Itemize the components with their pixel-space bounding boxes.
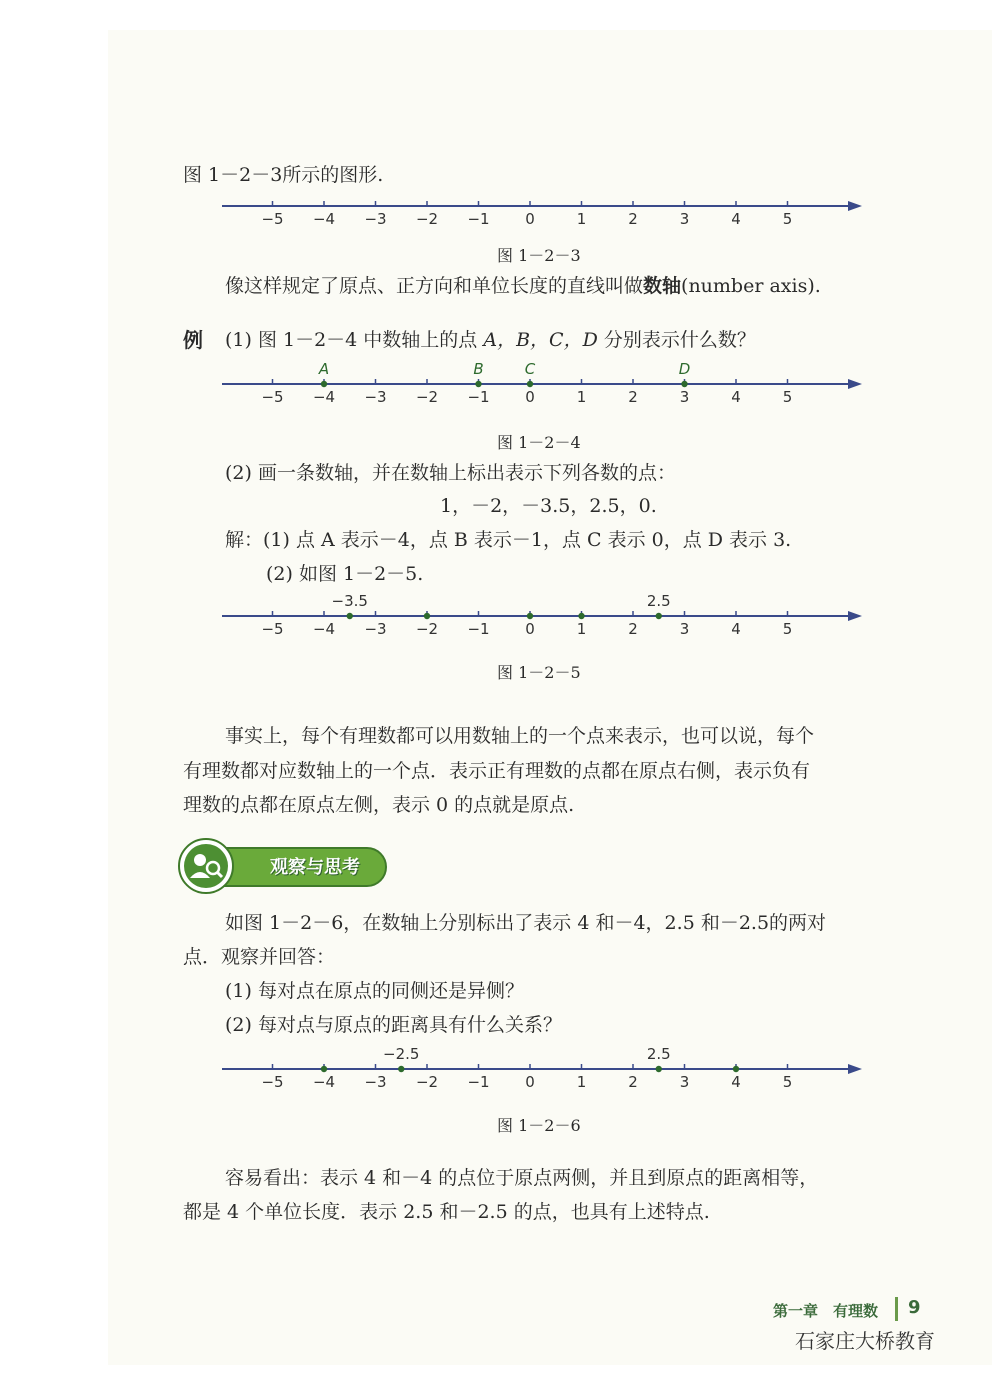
example-question-1 — [225, 327, 756, 353]
definition-term: 数轴 — [643, 275, 682, 297]
definition-text — [225, 273, 821, 299]
point-marker — [578, 613, 584, 619]
tick-label: −5 — [261, 1073, 284, 1091]
point-marker — [321, 1066, 327, 1072]
point-label: B — [473, 360, 484, 378]
tick-label: 2 — [628, 1073, 638, 1091]
axis-arrow — [848, 1064, 862, 1074]
tick-label: 2 — [628, 210, 638, 228]
point-marker — [527, 381, 533, 387]
point-label: −3.5 — [331, 592, 368, 610]
tick-label: 2 — [628, 620, 638, 638]
tick-label: −5 — [261, 388, 284, 406]
page-number: 9 — [908, 1297, 921, 1318]
point-marker — [681, 381, 687, 387]
conclusion-line-2: 都是 4 个单位长度．表示 2.5 和－2.5 的点，也具有上述特点. — [183, 1201, 710, 1223]
tick-label: 3 — [679, 210, 690, 228]
observe-question-1: (1) 每对点在原点的同侧还是异侧？ — [225, 980, 524, 1002]
footer-separator — [895, 1297, 898, 1321]
tick-label: −1 — [467, 210, 490, 228]
tick-label: −1 — [467, 388, 490, 406]
tick-label: −2 — [415, 1073, 439, 1091]
intro-text: 图 1－2－3所示的图形. — [183, 164, 384, 186]
tick-label: −4 — [312, 1073, 336, 1091]
observe-line-2: 点．观察并回答： — [183, 946, 336, 968]
observe-line-1: 如图 1－2－6，在数轴上分别标出了表示 4 和－4，2.5 和－2.5的两对 — [225, 912, 827, 934]
fig-1-2-5-caption: 图 1－2－5 — [497, 663, 581, 682]
point-marker — [527, 613, 533, 619]
point-label: A — [318, 360, 330, 378]
example-q1-points: A，B，C，D — [483, 329, 598, 351]
definition-pre: 像这样规定了原点、正方向和单位长度的直线叫做 — [225, 275, 644, 297]
point-label: C — [524, 360, 536, 378]
fig-1-2-4-caption: 图 1－2－4 — [497, 433, 581, 452]
number-line-fig-1-2-6 — [200, 1040, 880, 1100]
tick-label: −4 — [312, 620, 336, 638]
solution-2: (2) 如图 1－2－5. — [266, 563, 424, 585]
solution-1: 解：(1) 点 A 表示－4，点 B 表示－1，点 C 表示 0，点 D 表示 3. — [225, 529, 792, 551]
tick-label: −3 — [364, 388, 387, 406]
tick-label: −2 — [415, 210, 439, 228]
example-question-2: (2) 画一条数轴，并在数轴上标出表示下列各数的点： — [225, 462, 676, 484]
example-q1-b: 分别表示什么数？ — [597, 329, 756, 351]
tick-label: 5 — [782, 1073, 793, 1091]
point-marker — [321, 381, 327, 387]
axis-arrow — [848, 611, 862, 621]
tick-label: 5 — [782, 388, 793, 406]
tick-label: −1 — [467, 1073, 490, 1091]
tick-label: 1 — [576, 210, 587, 228]
example-numbers: 1，－2，－3.5，2.5，0. — [440, 495, 657, 517]
definition-post: (number axis). — [681, 275, 821, 297]
tick-label: 3 — [679, 620, 690, 638]
tick-label: −2 — [415, 388, 439, 406]
tick-label: −4 — [312, 388, 336, 406]
paragraph-line-2: 有理数都对应数轴上的一个点．表示正有理数的点都在原点右侧，表示负有 — [183, 760, 811, 782]
tick-label: 3 — [679, 1073, 690, 1091]
tick-label: −4 — [312, 210, 336, 228]
tick-label: −2 — [415, 620, 439, 638]
number-line-fig-1-2-3 — [200, 190, 880, 240]
axis-arrow — [848, 379, 862, 389]
tick-label: 1 — [576, 1073, 587, 1091]
fig-1-2-3-caption: 图 1－2－3 — [497, 246, 581, 265]
tick-label: 4 — [731, 1073, 741, 1091]
point-label: 2.5 — [646, 592, 671, 610]
tick-label: 5 — [782, 210, 793, 228]
example-tag: 例 — [183, 328, 203, 352]
number-line-fig-1-2-5 — [200, 590, 880, 650]
axis-arrow — [848, 201, 862, 211]
tick-label: −3 — [364, 1073, 387, 1091]
point-label: D — [678, 360, 691, 378]
tick-label: 2 — [628, 388, 638, 406]
point-marker — [733, 1066, 739, 1072]
tick-label: 0 — [525, 388, 535, 406]
tick-label: 3 — [679, 388, 690, 406]
tick-label: 4 — [731, 210, 741, 228]
tick-label: 1 — [576, 620, 587, 638]
fig-1-2-6-caption: 图 1－2－6 — [497, 1116, 581, 1135]
tick-label: −1 — [467, 620, 490, 638]
point-marker — [424, 613, 430, 619]
tick-label: 0 — [525, 1073, 535, 1091]
tick-label: −3 — [364, 620, 387, 638]
number-line-fig-1-2-4 — [200, 355, 880, 415]
point-marker — [656, 1066, 662, 1072]
point-marker — [656, 613, 662, 619]
tick-label: 0 — [525, 620, 535, 638]
tick-label: −3 — [364, 210, 387, 228]
paragraph-line-1: 事实上，每个有理数都可以用数轴上的一个点来表示，也可以说，每个 — [225, 725, 815, 747]
tick-label: −5 — [261, 620, 284, 638]
tick-label: −5 — [261, 210, 284, 228]
conclusion-line-1: 容易看出：表示 4 和－4 的点位于原点两侧，并且到原点的距离相等， — [225, 1167, 819, 1189]
watermark-text: 石家庄大桥教育 — [795, 1329, 935, 1353]
point-marker — [398, 1066, 404, 1072]
tick-label: 4 — [731, 620, 741, 638]
point-label: 2.5 — [646, 1045, 671, 1063]
point-label: −2.5 — [383, 1045, 420, 1063]
footer-chapter: 第一章 有理数 — [773, 1302, 879, 1320]
tick-label: 4 — [731, 388, 741, 406]
point-marker — [475, 381, 481, 387]
point-marker — [347, 613, 353, 619]
example-q1-a: (1) 图 1－2－4 中数轴上的点 — [225, 329, 484, 351]
tick-label: 5 — [782, 620, 793, 638]
observe-question-2: (2) 每对点与原点的距离具有什么关系？ — [225, 1014, 562, 1036]
paragraph-line-3: 理数的点都在原点左侧，表示 0 的点就是原点. — [183, 794, 575, 816]
observe-think-label: 观察与思考 — [270, 857, 360, 878]
tick-label: 0 — [525, 210, 535, 228]
tick-label: 1 — [576, 388, 587, 406]
